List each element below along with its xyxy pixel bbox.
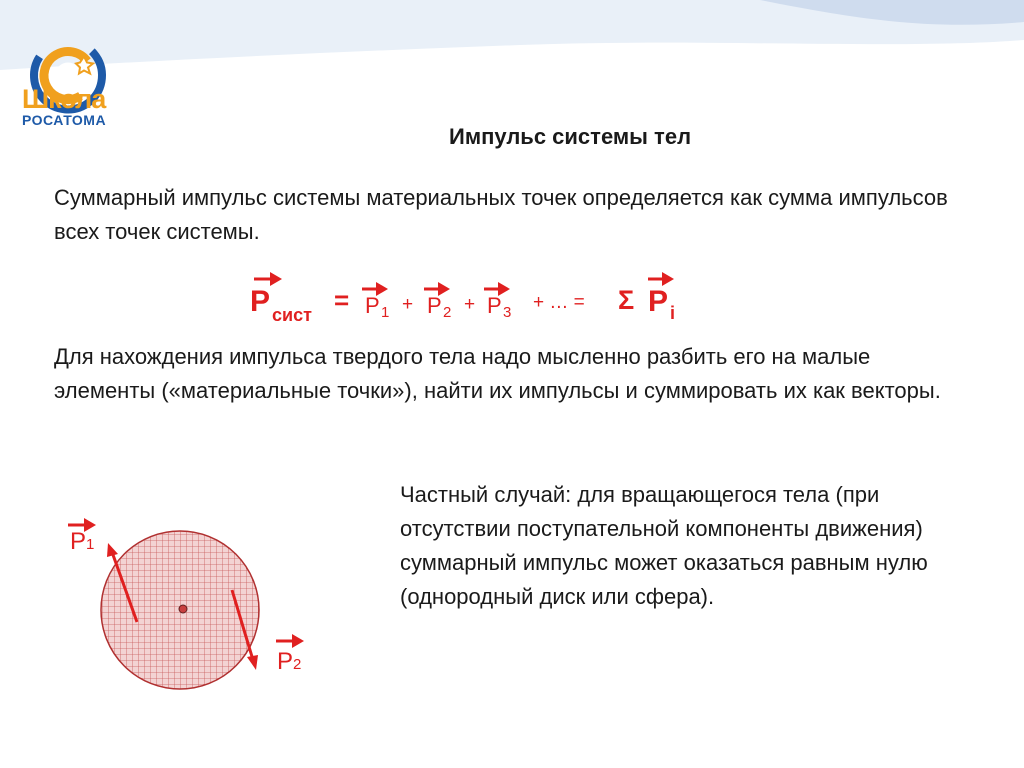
p2-figure-symbol: P [277, 648, 294, 675]
pi-subscript: i [670, 303, 676, 323]
vector-arrow-icon [648, 272, 674, 286]
ellipsis-equals: + … = [533, 292, 585, 313]
p1-figure-subscript: 1 [86, 536, 95, 553]
header-banner [0, 0, 1024, 80]
paragraph-definition: Суммарный импульс системы материальных точек определяется как сумма импульсов всех точек системы. [54, 185, 948, 244]
p2-figure-label [277, 648, 301, 676]
slide-title: Импульс системы тел [449, 124, 692, 149]
p3-symbol: P [487, 293, 502, 318]
pi-symbol: P [648, 285, 669, 318]
momentum-sum-formula [250, 272, 690, 332]
p3-subscript: 3 [503, 304, 512, 321]
p1-subscript: 1 [381, 304, 390, 321]
vector-arrow-icon [254, 272, 282, 286]
p2-figure-subscript: 2 [293, 656, 302, 673]
p-system-subscript: сист [272, 305, 312, 325]
equals-sign: = [334, 285, 350, 315]
p1-figure-symbol: P [70, 528, 87, 555]
plus-sign: + [402, 294, 414, 315]
paragraph-special-case: Частный случай: для вращающегося тела (при отсутствии поступательной компоненты движения) суммарный импульс может оказаться равным нулю (однородный диск или сфера). [400, 482, 928, 609]
p-system-symbol: P [250, 285, 271, 318]
p2-symbol: P [427, 293, 442, 318]
vector-arrow-icon [276, 634, 304, 648]
paragraph-rigid-body: Для нахождения импульса твердого тела надо мысленно разбить его на малые элементы («материальные точки»), найти их импульсы и суммировать их как векторы. [54, 344, 941, 403]
logo-school-text: Школа [22, 84, 106, 114]
p1-symbol: P [365, 293, 380, 318]
disk-center-dot [179, 605, 187, 613]
p2-subscript: 2 [443, 304, 452, 321]
plus-sign: + [464, 294, 476, 315]
logo-rosatom-text: РОСАТОМА [22, 112, 107, 128]
sigma-symbol: Σ [618, 285, 635, 315]
p1-figure-label [70, 528, 94, 556]
